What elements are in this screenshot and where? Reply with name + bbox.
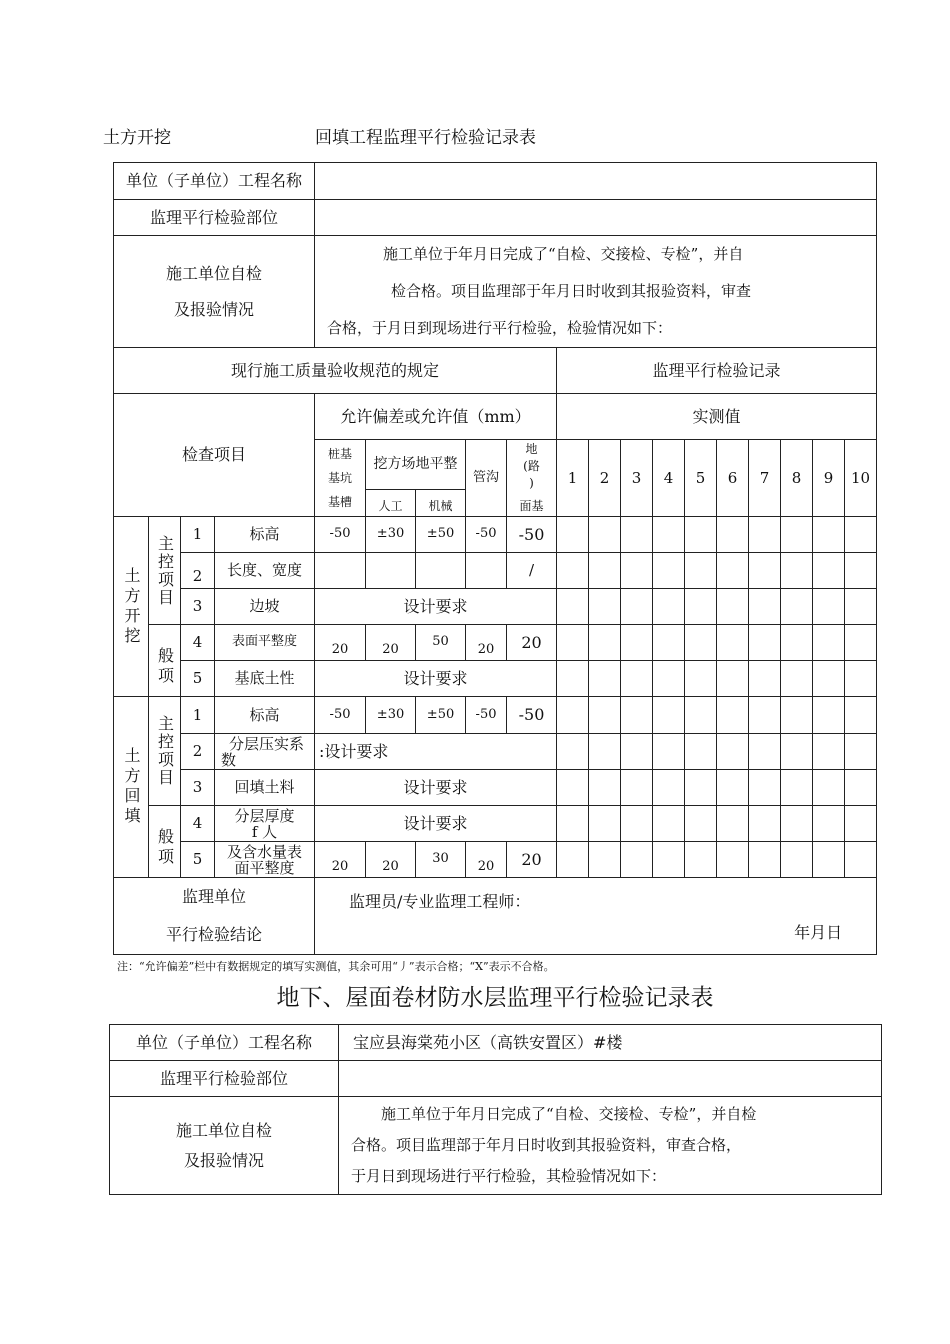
project-name-label: 单位（子单位）工程名称 xyxy=(114,163,315,200)
measure-cell[interactable] xyxy=(685,517,717,553)
row-item: 回填土料 xyxy=(215,770,315,806)
measure-cell[interactable] xyxy=(749,842,781,878)
conclusion-field[interactable] xyxy=(315,878,877,955)
general-label: 般项 xyxy=(155,646,175,687)
row-item xyxy=(215,806,315,842)
conclusion-date: 年月日 xyxy=(794,923,843,942)
measure-cell[interactable] xyxy=(621,734,653,770)
measure-cell[interactable] xyxy=(589,517,621,553)
measure-cell[interactable] xyxy=(685,842,717,878)
measure-cell[interactable] xyxy=(685,589,717,625)
measure-cell[interactable] xyxy=(653,842,685,878)
measure-cell[interactable] xyxy=(845,589,877,625)
measure-cell[interactable] xyxy=(685,553,717,589)
measure-cell[interactable] xyxy=(717,770,749,806)
self-check-line3: 于月日到现场进行平行检验，其检验情况如下： xyxy=(351,1167,667,1185)
measure-col-4: 4 xyxy=(653,440,685,517)
section-label: 土方开挖 xyxy=(103,128,171,148)
col-machine-header: 机械 xyxy=(416,490,466,517)
value-cell[interactable]: / xyxy=(507,553,557,589)
measure-cell[interactable] xyxy=(589,553,621,589)
value-cell[interactable]: 20 xyxy=(366,842,416,878)
col-pile-line1: 桩基 xyxy=(328,447,353,461)
measure-cell[interactable] xyxy=(845,734,877,770)
group-backfill-label: 土方回填 xyxy=(122,747,141,827)
value-cell[interactable]: ±50 xyxy=(416,697,466,734)
measure-cell[interactable] xyxy=(717,734,749,770)
row-item-line1: 分层压实系 xyxy=(229,734,305,753)
value-cell[interactable]: -50 xyxy=(315,697,366,734)
measure-cell[interactable] xyxy=(557,806,589,842)
value-cell[interactable] xyxy=(315,553,366,589)
measure-cell[interactable] xyxy=(813,553,845,589)
measure-cell[interactable] xyxy=(749,806,781,842)
measure-cell[interactable] xyxy=(589,625,621,661)
measure-cell[interactable] xyxy=(781,661,813,697)
self-check-label xyxy=(114,236,315,348)
measure-cell[interactable] xyxy=(845,661,877,697)
measure-cell[interactable] xyxy=(717,697,749,734)
spec-header: 现行施工质量验收规范的规定 xyxy=(114,348,557,394)
measure-cell[interactable] xyxy=(557,517,589,553)
measure-cell[interactable] xyxy=(589,842,621,878)
form2-title: 地下、屋面卷材防水层监理平行检验记录表 xyxy=(276,985,714,1011)
measure-cell[interactable] xyxy=(749,625,781,661)
measure-cell[interactable] xyxy=(813,625,845,661)
measure-cell[interactable] xyxy=(717,661,749,697)
row-item-line2: f 人 xyxy=(251,822,278,841)
measure-cell[interactable] xyxy=(621,517,653,553)
conclusion-label-line1: 监理单位 xyxy=(182,887,247,906)
measure-cell[interactable] xyxy=(749,661,781,697)
measure-cell[interactable] xyxy=(845,770,877,806)
inspection-location-label: 监理平行检验部位 xyxy=(114,200,315,236)
design-requirement[interactable]: 设计要求 xyxy=(315,589,557,625)
measure-cell[interactable] xyxy=(589,734,621,770)
measure-cell[interactable] xyxy=(653,806,685,842)
main-control-excavation xyxy=(149,517,181,625)
value-cell[interactable]: -50 xyxy=(466,697,507,734)
row-item xyxy=(215,842,315,878)
value-cell[interactable]: ±50 xyxy=(416,517,466,553)
measure-cell[interactable] xyxy=(621,625,653,661)
project-name-field[interactable] xyxy=(315,163,877,200)
measure-cell[interactable] xyxy=(589,661,621,697)
measure-cell[interactable] xyxy=(717,553,749,589)
measure-col-9: 9 xyxy=(813,440,845,517)
measure-cell[interactable] xyxy=(557,553,589,589)
value-cell[interactable]: 20 xyxy=(507,842,557,878)
project-name-label: 单位（子单位）工程名称 xyxy=(110,1025,339,1061)
design-requirement[interactable]: 设计要求 xyxy=(315,806,557,842)
value-cell[interactable]: -50 xyxy=(507,517,557,553)
measure-cell[interactable] xyxy=(781,553,813,589)
measure-cell[interactable] xyxy=(749,589,781,625)
measure-cell[interactable] xyxy=(621,697,653,734)
measure-cell[interactable] xyxy=(813,589,845,625)
measure-cell[interactable] xyxy=(781,697,813,734)
measure-cell[interactable] xyxy=(781,842,813,878)
measure-cell[interactable] xyxy=(621,589,653,625)
general-excavation xyxy=(149,625,181,697)
measure-cell[interactable] xyxy=(621,806,653,842)
footnote: 注：“允许偏差”栏中有数据规定的填写实测值，其余可用“丿”表示合格；“X”表示不合格。 xyxy=(117,960,555,973)
value-cell[interactable]: 20 xyxy=(366,625,416,661)
col-surface-line: 面基 xyxy=(519,499,544,513)
measure-cell[interactable] xyxy=(685,806,717,842)
measure-cell[interactable] xyxy=(749,517,781,553)
row-no: 3 xyxy=(181,589,215,625)
measure-col-3: 3 xyxy=(621,440,653,517)
value-cell[interactable]: -50 xyxy=(315,517,366,553)
self-check-label-line1: 施工单位自检 xyxy=(175,1120,272,1140)
measure-cell[interactable] xyxy=(557,625,589,661)
measure-cell[interactable] xyxy=(813,806,845,842)
self-check-text[interactable] xyxy=(339,1097,882,1195)
col-ground-line2: (路 xyxy=(523,459,540,473)
record-header: 监理平行检验记录 xyxy=(557,348,877,394)
inspection-location-field[interactable] xyxy=(315,200,877,236)
measure-cell[interactable] xyxy=(653,589,685,625)
value-cell[interactable]: 20 xyxy=(315,625,366,661)
inspection-location-label: 监理平行检验部位 xyxy=(110,1061,339,1097)
value-cell[interactable]: ±30 xyxy=(366,697,416,734)
group-excavation-label: 土方开挖 xyxy=(122,566,141,647)
measure-cell[interactable] xyxy=(717,589,749,625)
measure-cell[interactable] xyxy=(749,553,781,589)
self-check-label xyxy=(110,1097,339,1195)
measure-col-6: 6 xyxy=(717,440,749,517)
design-requirement[interactable]: :设计要求 xyxy=(315,734,557,770)
col-site-header: 挖方场地平整 xyxy=(366,440,466,490)
row-no: 5 xyxy=(181,661,215,697)
measure-col-1: 1 xyxy=(557,440,589,517)
row-no: 2 xyxy=(181,553,215,589)
measure-cell[interactable] xyxy=(557,734,589,770)
inspection-form-earthwork xyxy=(113,162,877,955)
self-check-label-line2: 及报验情况 xyxy=(183,1150,264,1170)
main-control-label: 主控项目 xyxy=(155,715,175,787)
self-check-line2: 检合格。项目监理部于年月日时收到其报验资料，审查 xyxy=(391,282,752,300)
measure-col-7: 7 xyxy=(749,440,781,517)
main-control-label: 主控项目 xyxy=(155,534,175,607)
row-no: 4 xyxy=(181,806,215,842)
tolerance-header: 允许偏差或允许值（mm） xyxy=(315,394,557,440)
row-no: 5 xyxy=(181,842,215,878)
value-cell[interactable]: 20 xyxy=(466,625,507,661)
measure-cell[interactable] xyxy=(557,661,589,697)
self-check-text[interactable] xyxy=(315,236,877,348)
value-cell[interactable]: -50 xyxy=(466,517,507,553)
self-check-line1: 施工单位于年月日完成了“自检、交接检、专检”，并自 xyxy=(383,245,744,263)
col-ditch-header: 管沟 xyxy=(466,440,507,517)
value-cell[interactable]: -50 xyxy=(507,697,557,734)
measure-cell[interactable] xyxy=(621,770,653,806)
group-backfill xyxy=(114,697,149,878)
measure-cell[interactable] xyxy=(557,842,589,878)
row-item: 标高 xyxy=(215,697,315,734)
inspection-form-waterproof xyxy=(109,1024,882,1195)
value-cell[interactable]: 30 xyxy=(416,842,466,878)
conclusion-label-line2: 平行检验结论 xyxy=(166,925,263,944)
measure-cell[interactable] xyxy=(813,697,845,734)
measure-cell[interactable] xyxy=(717,806,749,842)
measure-cell[interactable] xyxy=(845,806,877,842)
measure-col-2: 2 xyxy=(589,440,621,517)
measure-cell[interactable] xyxy=(845,697,877,734)
measure-cell[interactable] xyxy=(621,553,653,589)
self-check-line1: 施工单位于年月日完成了“自检、交接检、专检”，并自检 xyxy=(381,1105,757,1123)
check-item-header: 检查项目 xyxy=(114,394,315,517)
measure-cell[interactable] xyxy=(845,625,877,661)
measure-cell[interactable] xyxy=(717,625,749,661)
measure-cell[interactable] xyxy=(589,697,621,734)
measure-col-10: 10 xyxy=(845,440,877,517)
measure-cell[interactable] xyxy=(685,625,717,661)
measure-cell[interactable] xyxy=(749,697,781,734)
col-pile-line2: 基坑 xyxy=(328,471,353,485)
measured-header: 实测值 xyxy=(557,394,877,440)
row-no: 1 xyxy=(181,517,215,553)
value-cell[interactable]: 20 xyxy=(466,842,507,878)
design-requirement[interactable]: 设计要求 xyxy=(315,661,557,697)
row-item-line2: 数 xyxy=(221,750,237,769)
general-label: 般项 xyxy=(155,827,175,868)
measure-cell[interactable] xyxy=(749,734,781,770)
col-pile-line3: 基槽 xyxy=(328,495,353,509)
measure-cell[interactable] xyxy=(845,842,877,878)
row-item-line1: 分层厚度 xyxy=(234,806,295,825)
self-check-label-line1: 施工单位自检 xyxy=(166,263,263,283)
measure-cell[interactable] xyxy=(621,661,653,697)
measure-col-5: 5 xyxy=(685,440,717,517)
measure-cell[interactable] xyxy=(781,517,813,553)
row-item-line2: 面平整度 xyxy=(234,858,295,877)
value-cell[interactable]: 50 xyxy=(416,625,466,661)
measure-cell[interactable] xyxy=(589,806,621,842)
value-cell[interactable]: 20 xyxy=(315,842,366,878)
measure-cell[interactable] xyxy=(653,661,685,697)
col-manual-header: 人工 xyxy=(366,490,416,517)
measure-cell[interactable] xyxy=(653,625,685,661)
measure-cell[interactable] xyxy=(557,770,589,806)
self-check-label-line2: 及报验情况 xyxy=(174,299,255,319)
row-no: 4 xyxy=(181,625,215,661)
measure-cell[interactable] xyxy=(813,517,845,553)
row-no: 2 xyxy=(181,734,215,770)
row-no: 3 xyxy=(181,770,215,806)
measure-cell[interactable] xyxy=(621,842,653,878)
row-no: 1 xyxy=(181,697,215,734)
measure-cell[interactable] xyxy=(653,770,685,806)
col-pile-header xyxy=(315,440,366,517)
measure-cell[interactable] xyxy=(685,770,717,806)
col-ground-header xyxy=(507,440,557,517)
measure-cell[interactable] xyxy=(589,770,621,806)
measure-cell[interactable] xyxy=(717,517,749,553)
measure-cell[interactable] xyxy=(813,770,845,806)
value-cell[interactable]: 20 xyxy=(507,625,557,661)
value-cell[interactable] xyxy=(466,553,507,589)
row-item: 边坡 xyxy=(215,589,315,625)
measure-col-8: 8 xyxy=(781,440,813,517)
measure-cell[interactable] xyxy=(685,697,717,734)
design-requirement[interactable]: 设计要求 xyxy=(315,770,557,806)
measure-cell[interactable] xyxy=(717,842,749,878)
measure-cell[interactable] xyxy=(781,806,813,842)
measure-cell[interactable] xyxy=(557,589,589,625)
measure-cell[interactable] xyxy=(749,770,781,806)
row-item: 表面平整度 xyxy=(215,625,315,661)
measure-cell[interactable] xyxy=(813,842,845,878)
row-item-line1: 及含水量表 xyxy=(227,842,303,861)
measure-cell[interactable] xyxy=(781,734,813,770)
row-item: 长度、宽度 xyxy=(215,553,315,589)
self-check-line2: 合格。项目监理部于年月日时收到其报验资料，审查合格， xyxy=(351,1136,742,1154)
value-cell[interactable] xyxy=(416,553,466,589)
col-ground-line3: ) xyxy=(529,476,534,490)
measure-cell[interactable] xyxy=(653,697,685,734)
main-control-backfill xyxy=(149,697,181,806)
inspection-location-field[interactable] xyxy=(339,1061,882,1097)
measure-cell[interactable] xyxy=(781,770,813,806)
measure-cell[interactable] xyxy=(557,697,589,734)
page-title: 回填工程监理平行检验记录表 xyxy=(315,128,536,148)
measure-cell[interactable] xyxy=(845,553,877,589)
value-cell[interactable]: ±30 xyxy=(366,517,416,553)
row-item: 标高 xyxy=(215,517,315,553)
conclusion-label xyxy=(114,878,315,955)
measure-cell[interactable] xyxy=(685,734,717,770)
row-item: 基底土性 xyxy=(215,661,315,697)
measure-cell[interactable] xyxy=(781,625,813,661)
self-check-line3: 合格，于月日到现场进行平行检验，检验情况如下： xyxy=(327,319,673,337)
project-name-field[interactable]: 宝应县海棠苑小区（高铁安置区）#楼 xyxy=(339,1025,882,1061)
value-cell[interactable] xyxy=(366,553,416,589)
measure-cell[interactable] xyxy=(685,661,717,697)
col-ground-line1: 地 xyxy=(525,442,538,456)
measure-cell[interactable] xyxy=(653,517,685,553)
general-backfill xyxy=(149,806,181,878)
measure-cell[interactable] xyxy=(589,589,621,625)
measure-cell[interactable] xyxy=(813,661,845,697)
measure-cell[interactable] xyxy=(653,553,685,589)
measure-cell[interactable] xyxy=(653,734,685,770)
conclusion-signer: 监理员/专业监理工程师： xyxy=(349,892,531,911)
row-item xyxy=(215,734,315,770)
measure-cell[interactable] xyxy=(813,734,845,770)
measure-cell[interactable] xyxy=(781,589,813,625)
measure-cell[interactable] xyxy=(845,517,877,553)
group-excavation xyxy=(114,517,149,697)
